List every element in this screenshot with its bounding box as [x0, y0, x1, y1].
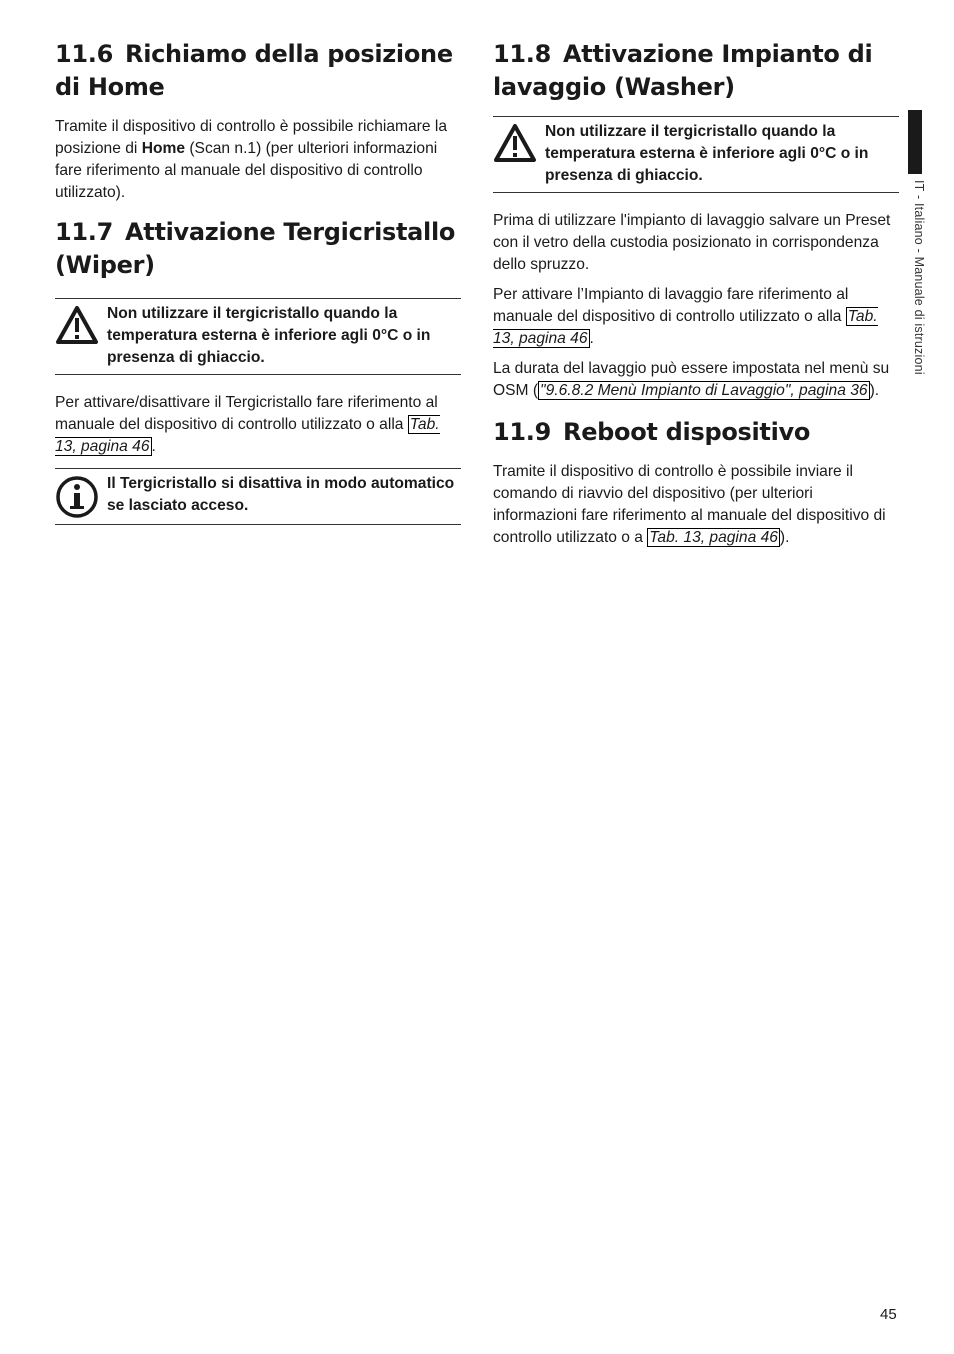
paragraph-11-9: Tramite il dispositivo di controllo è possibile inviare il comando di riavvio del dispositivo (per ulteriori informazioni fare riferimento al manuale del dispositivo di controllo utilizzato o a Tab. 13, pagina 46 ). — [493, 463, 886, 546]
warning-triangle-icon — [493, 123, 537, 163]
menu-reference-link[interactable]: "9.6.8.2 Menù Impianto di Lavaggio", pagina 36 — [540, 382, 868, 399]
paragraph-11-6: Tramite il dispositivo di controllo è possibile richiamare la posizione di Home (Scan n.1) (per ulteriori informazioni fare riferimento al manuale del dispositivo di controllo utilizzato). — [55, 118, 448, 201]
warning-triangle-icon — [55, 305, 99, 345]
table-reference-link[interactable]: Tab. 13, pagina 46 — [649, 529, 778, 546]
paragraph-11-8-activate: Per attivare l’Impianto di lavaggio fare riferimento al manuale del dispositivo di controllo utilizzato o alla Tab. 13, pagina 46 . — [493, 286, 878, 347]
heading-11-9: 11.9 Reboot dispositivo — [493, 418, 811, 446]
language-tab-marker — [908, 110, 922, 174]
info-callout — [55, 468, 461, 525]
heading-11-8: 11.8 Attivazione Impianto di lavaggio (Washer) — [493, 40, 873, 101]
heading-11-7: 11.7 Attivazione Tergicristallo (Wiper) — [55, 218, 456, 279]
paragraph-11-7: Per attivare/disattivare il Tergicristallo fare riferimento al manuale del dispositivo di controllo utilizzato o alla Tab. 13, pagina 46 . — [55, 394, 440, 455]
left-column — [55, 38, 461, 542]
warning-callout — [55, 298, 461, 375]
paragraph-11-8-duration: La durata del lavaggio può essere impostata nel menù su OSM ( "9.6.8.2 Menù Impianto di Lavaggio", pagina 36 ). — [493, 360, 890, 399]
side-label: IT - Italiano - Manuale di istruzioni — [912, 180, 926, 375]
warning-text: Non utilizzare il tergicristallo quando la temperatura esterna è inferiore agli 0°C o in presenza di ghiaccio. — [107, 305, 431, 366]
info-text: Il Tergicristallo si disattiva in modo automatico se lasciato acceso. — [107, 475, 455, 514]
table-reference-link[interactable]: Tab. 13, pagina 46 — [55, 416, 440, 455]
right-column — [493, 38, 899, 557]
paragraph-11-8-prepare: Prima di utilizzare l'impianto di lavaggio salvare un Preset con il vetro della custodia posizionato in corrispondenza dello spruzzo. — [493, 212, 891, 273]
warning-callout — [493, 116, 899, 193]
heading-11-6: 11.6 Richiamo della posizione di Home — [55, 40, 453, 101]
table-reference-link[interactable]: Tab. 13, pagina 46 — [493, 308, 878, 347]
page-number: 45 — [880, 1306, 897, 1323]
info-circle-icon — [55, 475, 99, 519]
warning-text: Non utilizzare il tergicristallo quando la temperatura esterna è inferiore agli 0°C o in presenza di ghiaccio. — [545, 123, 869, 184]
